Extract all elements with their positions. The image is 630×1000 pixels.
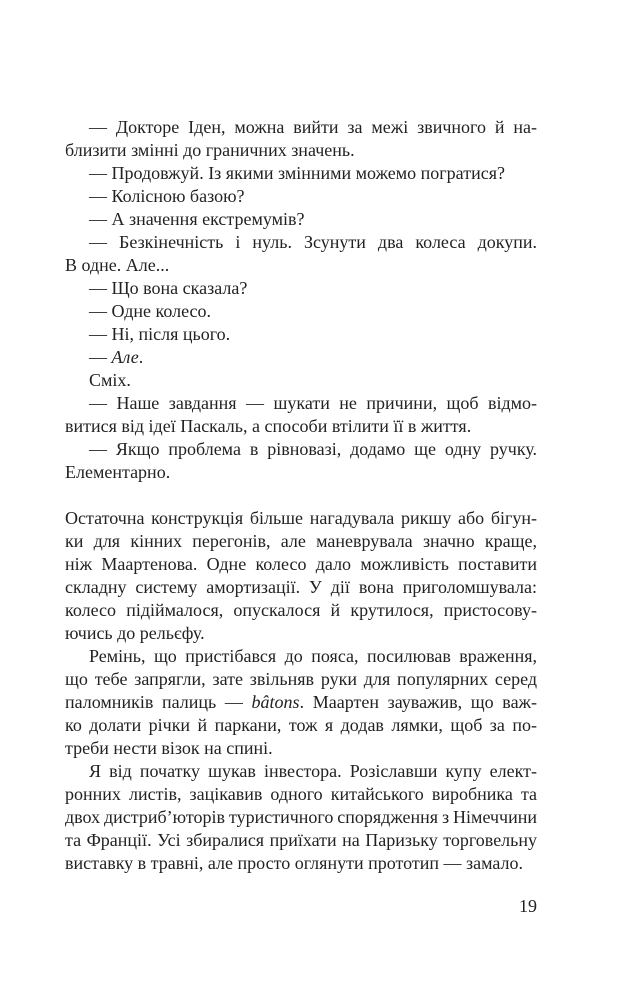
paragraph (65, 231, 537, 277)
text-line: — Продовжуй. Із якими змінними можемо погратися? (89, 163, 505, 183)
paragraph (65, 208, 537, 231)
text-line: В одне. Але... (65, 255, 170, 275)
text-line: ронних листів, зацікавив одного китайського виробника та (65, 784, 538, 804)
paragraph (65, 346, 537, 369)
paragraph (65, 162, 537, 185)
text-line: — Колісною базою? (89, 186, 245, 206)
paragraph (65, 300, 537, 323)
paragraph (65, 323, 537, 346)
paragraph (65, 760, 537, 875)
text-line: паломників палиць — bâtons. Маартен зауважив, що важ- (65, 692, 537, 712)
text-line: ки для кінних перегонів, але маневрувала значно краще, (65, 531, 538, 551)
text-line: близити змінні до граничних значень. (65, 140, 355, 160)
paragraph (65, 507, 537, 645)
text-line: — Докторе Іден, можна вийти за межі звичного й на- (89, 117, 537, 137)
text-line: — А значення екстремумів? (89, 209, 305, 229)
text-line: Сміх. (89, 370, 131, 390)
text-line: — Наше завдання — шукати не причини, щоб відмо- (89, 393, 538, 413)
text-line: Я від початку шукав інвестора. Розіславши купу елект- (89, 761, 538, 781)
text-line: Остаточна конструкція більше нагадувала рикшу або бігун- (65, 508, 538, 528)
paragraph (65, 645, 537, 760)
text-line: — Ні, після цього. (89, 324, 231, 344)
text-line: двох дистриб’юторів туристичного спорядження з Німеччини (65, 807, 537, 827)
text-line: складну систему амортизації. У дії вона приголомшувала: (65, 577, 538, 597)
text-line: — Що вона сказала? (89, 278, 248, 298)
page-text (65, 116, 537, 875)
text-line: — Одне колесо. (89, 301, 212, 321)
page-number: 19 (519, 896, 537, 916)
text-line: треби нести візок на спині. (65, 738, 273, 758)
text-line: Елементарно. (65, 462, 171, 482)
text-line: Ремінь, що пристібався до пояса, посилював враження, (89, 646, 538, 666)
text-line: ючись до рельєфу. (65, 623, 205, 643)
paragraph (65, 369, 537, 392)
text-line: колесо підіймалося, опускалося й крутилося, пристосову- (65, 600, 537, 620)
text-line: ко долати річки й паркани, тож я додав лямки, щоб за по- (65, 715, 537, 735)
text-line: та Франції. Усі збиралися приїхати на Паризьку торговельну (65, 830, 538, 850)
paragraph (65, 185, 537, 208)
text-line: що тебе запрягли, зате звільняв руки для популярних серед (65, 669, 537, 689)
paragraph (65, 392, 537, 438)
paragraph (65, 277, 537, 300)
text-line: виставку в травні, але просто оглянути прототип — замало. (65, 853, 523, 873)
text-line: — Безкінечність і нуль. Зсунути два колеса докупи. (89, 232, 538, 252)
text-line: — Але. (89, 347, 144, 367)
text-line: — Якщо проблема в рівновазі, додамо ще одну ручку. (89, 439, 538, 459)
text-line: витися від ідеї Паскаль, а способи втілити її в життя. (65, 416, 472, 436)
paragraph (65, 438, 537, 484)
paragraph (65, 116, 537, 162)
text-line: ніж Маартенова. Одне колесо дало можливість поставити (65, 554, 537, 574)
